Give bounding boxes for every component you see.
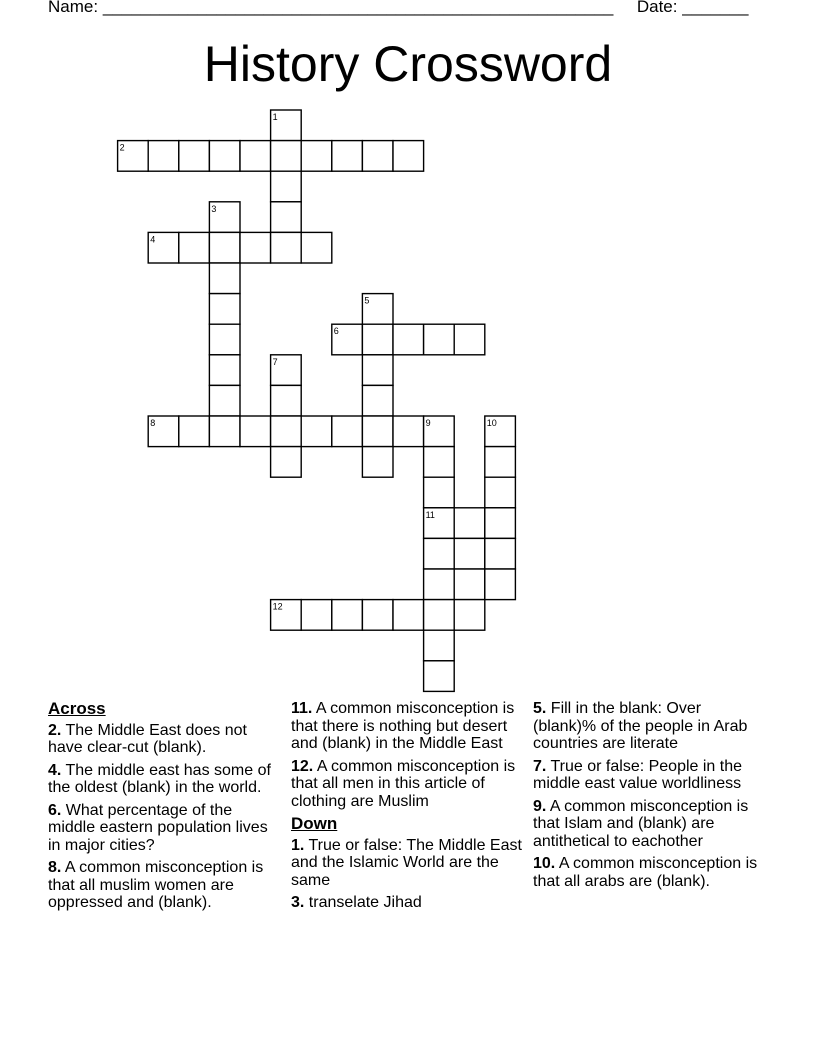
grid-cell[interactable] bbox=[362, 385, 393, 416]
grid-cell[interactable] bbox=[393, 416, 424, 447]
grid-cell[interactable] bbox=[271, 416, 302, 447]
grid-cell[interactable] bbox=[271, 232, 302, 263]
across-heading: Across bbox=[48, 699, 106, 718]
grid-cell[interactable] bbox=[209, 416, 240, 447]
grid-cell[interactable] bbox=[454, 600, 485, 631]
clue-across-2: 2. The Middle East does not have clear-cut (blank). bbox=[48, 721, 247, 756]
grid-cell[interactable] bbox=[209, 355, 240, 386]
clue-down-9: 9. A common misconception is that Islam and (blank) are antithetical to eachother bbox=[533, 797, 749, 850]
cell-number: 11 bbox=[425, 509, 435, 520]
grid-cell[interactable] bbox=[179, 141, 210, 172]
clue-across-4: 4. The middle east has some of the oldest (blank) in the world. bbox=[48, 761, 271, 796]
grid-cell[interactable] bbox=[485, 569, 516, 600]
grid-cell[interactable] bbox=[271, 171, 302, 202]
grid-cell[interactable] bbox=[332, 141, 363, 172]
page-title: History Crossword bbox=[203, 36, 613, 92]
grid-cell[interactable] bbox=[332, 416, 363, 447]
grid-cell[interactable] bbox=[485, 477, 516, 508]
grid-cell[interactable] bbox=[301, 232, 332, 263]
grid-cell[interactable] bbox=[271, 202, 302, 233]
grid-cell[interactable] bbox=[424, 600, 455, 631]
clue-down-10: 10. A common misconception is that all arabs are (blank). bbox=[533, 855, 758, 890]
grid-cell[interactable] bbox=[301, 141, 332, 172]
cell-number: 9 bbox=[425, 418, 431, 428]
grid-cell[interactable] bbox=[209, 294, 240, 325]
grid-cell[interactable] bbox=[209, 141, 240, 172]
cell-number: 6 bbox=[333, 326, 339, 337]
grid-cell[interactable] bbox=[362, 416, 393, 447]
grid-cell[interactable] bbox=[332, 600, 363, 631]
cell-number: 2 bbox=[119, 142, 125, 153]
clue-down-1: 1. True or false: The Middle East and the Islamic World are the same bbox=[291, 836, 522, 889]
grid-cell[interactable] bbox=[179, 416, 210, 447]
grid-cell[interactable] bbox=[454, 569, 485, 600]
down-heading: Down bbox=[291, 814, 338, 833]
grid-cell[interactable] bbox=[424, 661, 455, 692]
grid-cell[interactable] bbox=[393, 141, 424, 172]
clue-down-3: 3. transelate Jihad bbox=[291, 894, 422, 911]
cell-number: 10 bbox=[486, 418, 497, 428]
clues-column-1 bbox=[48, 700, 283, 917]
grid-cell[interactable] bbox=[424, 324, 455, 355]
grid-cell[interactable] bbox=[424, 569, 455, 600]
grid-cell[interactable] bbox=[454, 324, 485, 355]
grid-cell[interactable] bbox=[240, 416, 271, 447]
grid-cell[interactable] bbox=[271, 141, 302, 172]
grid-cell[interactable] bbox=[362, 141, 393, 172]
grid-cell[interactable] bbox=[362, 600, 393, 631]
date-blank[interactable]: _______ bbox=[682, 0, 749, 16]
grid-cell[interactable] bbox=[485, 538, 516, 569]
grid-cell[interactable] bbox=[362, 324, 393, 355]
cell-number: 12 bbox=[272, 601, 283, 612]
grid-cell[interactable] bbox=[362, 355, 393, 386]
grid-cell[interactable] bbox=[485, 447, 516, 478]
cell-number: 5 bbox=[364, 295, 370, 306]
clue-across-12: 12. A common misconception is that all men in this article of clothing are Muslim bbox=[291, 757, 516, 810]
grid-cell[interactable] bbox=[393, 324, 424, 355]
grid-cell[interactable] bbox=[301, 600, 332, 631]
grid-cell[interactable] bbox=[179, 232, 210, 263]
cell-number: 3 bbox=[211, 203, 217, 214]
clue-down-7: 7. True or false: People in the middle east value worldliness bbox=[533, 757, 743, 792]
clue-down-5: 5. Fill in the blank: Over (blank)% of the people in Arab countries are literate bbox=[533, 700, 748, 752]
grid-cell[interactable] bbox=[209, 232, 240, 263]
grid-cell[interactable] bbox=[424, 447, 455, 478]
clue-across-6: 6. What percentage of the middle eastern population lives in major cities? bbox=[48, 801, 268, 854]
grid-cell[interactable] bbox=[209, 263, 240, 294]
grid-cell[interactable] bbox=[454, 508, 485, 539]
cell-number: 1 bbox=[272, 112, 278, 122]
date-label: Date: bbox=[636, 0, 678, 16]
grid-cell[interactable] bbox=[362, 447, 393, 478]
grid-cell[interactable] bbox=[271, 447, 302, 478]
clue-across-11: 11. A common misconception is that there is nothing but desert and (blank) in the Middle East bbox=[291, 700, 515, 752]
cell-number: 8 bbox=[150, 418, 156, 428]
grid-cell[interactable] bbox=[485, 508, 516, 539]
grid-cell[interactable] bbox=[209, 385, 240, 416]
grid-cell[interactable] bbox=[148, 141, 179, 172]
grid-cell[interactable] bbox=[424, 477, 455, 508]
grid-cell[interactable] bbox=[240, 141, 271, 172]
clues-column-3 bbox=[533, 700, 763, 895]
grid-cell[interactable] bbox=[209, 324, 240, 355]
name-label: Name: bbox=[48, 0, 99, 16]
grid-cell[interactable] bbox=[393, 600, 424, 631]
grid-cell[interactable] bbox=[240, 232, 271, 263]
grid-cell[interactable] bbox=[424, 630, 455, 661]
clue-across-8: 8. A common misconception is that all muslim women are oppressed and (blank). bbox=[48, 859, 264, 911]
clues-column-2 bbox=[291, 700, 526, 917]
grid-cell[interactable] bbox=[454, 538, 485, 569]
cell-number: 7 bbox=[272, 356, 278, 367]
grid-cell[interactable] bbox=[301, 416, 332, 447]
name-blank[interactable]: ______________________________________________________ bbox=[102, 0, 614, 16]
grid-cell[interactable] bbox=[271, 385, 302, 416]
cell-number: 4 bbox=[150, 234, 156, 245]
grid-cell[interactable] bbox=[424, 538, 455, 569]
